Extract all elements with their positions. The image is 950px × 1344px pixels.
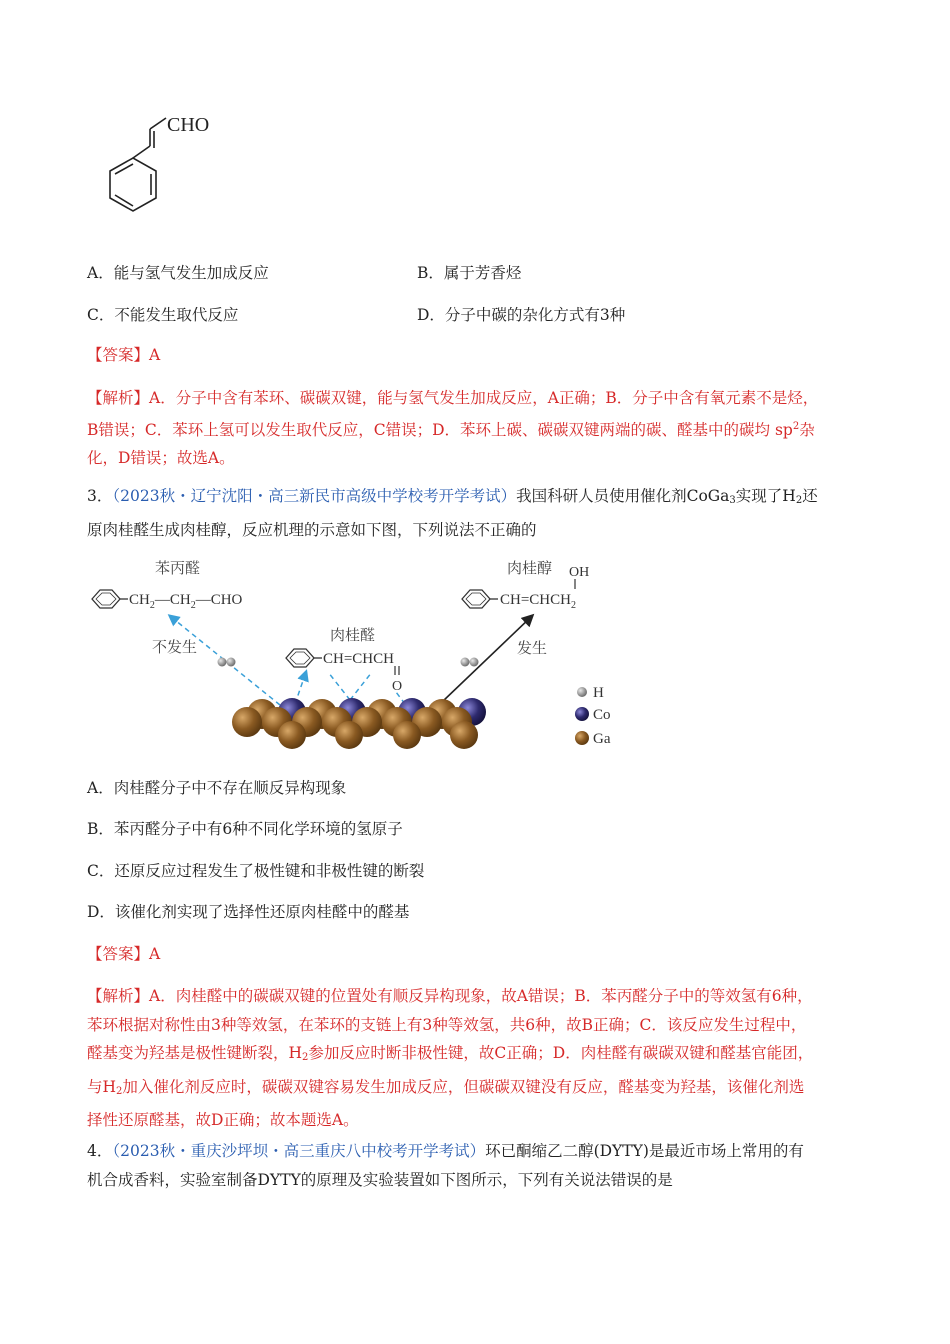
answer-tag: 【答案】: [87, 945, 150, 963]
dashed-arrow: [328, 672, 350, 700]
analysis-line: B错误；C．苯环上氢可以发生取代反应，C错误；D．苯环上碳、碳碳双键两端的碳、醛基中的碳均 $sp^2$杂: [87, 420, 815, 439]
question-source: （2023秋・辽宁沈阳・高三新民市高级中学校考开学考试）: [112, 487, 517, 505]
benzene-icon: [462, 590, 498, 608]
carbonyl-bond: [395, 666, 399, 675]
benzene-icon: [92, 590, 128, 608]
left-molecule-name: 苯丙醛: [155, 559, 201, 577]
legend-h-label: H: [593, 685, 604, 701]
legend: [575, 685, 611, 747]
middle-molecule-formula: CH=CHCH: [323, 651, 394, 667]
q3-option-b: B．苯丙醛分子中有6种不同化学环境的氢原子: [87, 820, 403, 838]
legend-co-label: Co: [593, 707, 611, 723]
hydrogen-molecule-right: [461, 658, 479, 667]
no-reaction-label: 不发生: [152, 638, 198, 656]
q2-option-a: A．能与氢气发生加成反应: [87, 264, 269, 282]
reaction-mechanism-diagram: [80, 552, 640, 752]
catalyst-surface: [232, 698, 486, 749]
question-source: （2023秋・重庆沙坪坝・高三重庆八中校考开学考试）: [112, 1142, 486, 1160]
analysis-line: 化，D错误；故选A。: [87, 449, 235, 467]
reaction-arrow: [442, 616, 532, 702]
answer-value: A: [149, 945, 161, 963]
carbonyl-oxygen: O: [392, 679, 403, 694]
legend-h-swatch: [577, 687, 587, 697]
cho-label: CHO: [167, 114, 210, 136]
answer-tag: 【答案】: [87, 346, 150, 364]
q3-analysis: [87, 982, 867, 1135]
middle-molecule-name: 肉桂醛: [330, 626, 376, 644]
analysis-line: 苯环根据对称性由3种等效氢，在苯环的支链上有3种等效氢，共6种，故B正确；C．该反应发生过程中，: [87, 1015, 807, 1034]
analysis-line: 【解析】A．分子中含有苯环、碳碳双键，能与氢气发生加成反应，A正确；B．分子中含有氧元素不是烃，: [87, 389, 819, 407]
analysis-line: 醛基变为羟基是极性键断裂，$H_2$参加反应时断非极性键，故C正确；D．肉桂醛有碳碳双键和醛基官能团，: [87, 1044, 814, 1063]
right-molecule-name: 肉桂醇: [507, 559, 553, 577]
analysis-line: 【解析】A．肉桂醛中的碳碳双键的位置处有顺反异构现象，故A错误；B．苯丙醛分子中的等效氢有6种，: [87, 987, 813, 1005]
q3-option-c: C．还原反应过程发生了极性键和非极性键的断裂: [87, 862, 425, 880]
analysis-tag: 【解析】: [87, 987, 150, 1005]
q4-stem: 4．（2023秋・重庆沙坪坝・高三重庆八中校考开学考试）环已酮缩乙二醇(DYTY)是最近市场上常用的有 机合成香料，实验室制备DYTY的原理及实验装置如下图所示，下列有关说法错误的是: [87, 1142, 804, 1189]
question-number: 3．: [87, 487, 113, 505]
legend-co-swatch: [575, 707, 589, 721]
q2-option-c: C．不能发生取代反应: [87, 306, 239, 324]
analysis-line: 与$H_2$加入催化剂反应时，碳碳双键容易发生加成反应，但碳碳双键没有反应，醛基变为羟基，该催化剂选: [87, 1077, 805, 1097]
analysis-line: 择性还原醛基，故D正确；故本题选A。: [87, 1111, 359, 1129]
q2-option-d: D．分子中碳的杂化方式有3种: [417, 306, 626, 324]
q3-option-a: A．肉桂醛分子中不存在顺反异构现象: [87, 779, 347, 797]
legend-ga-label: Ga: [593, 731, 611, 747]
q3-answer: [87, 940, 160, 968]
dashed-arrow: [350, 672, 372, 700]
q2-analysis: [87, 384, 867, 473]
legend-ga-swatch: [575, 731, 589, 745]
question-number: 4．: [87, 1142, 113, 1160]
left-molecule-formula: $CH_2—CH_2—CHO$: [129, 592, 243, 611]
answer-value: A: [149, 346, 161, 364]
reaction-label: 发生: [517, 639, 548, 657]
right-molecule-formula: $CH=CHCH_2$: [500, 592, 576, 611]
cinnamaldehyde-structure: [80, 108, 240, 243]
q3-option-d: D．该催化剂实现了选择性还原肉桂醛中的醛基: [87, 903, 410, 921]
benzene-icon: [286, 649, 322, 667]
analysis-tag: 【解析】: [87, 389, 150, 407]
hydroxyl-label: OH: [569, 565, 590, 580]
q3-stem: 3．（2023秋・辽宁沈阳・高三新民市高级中学校考开学考试）我国科研人员使用催化剂CoGa$_3$实现了$H_2$还 原肉桂醛生成肉桂醇，反应机理的示意如下图，下列说法不正确的: [87, 487, 818, 539]
q2-option-b: B．属于芳香烃: [417, 264, 522, 282]
q2-answer: [87, 341, 160, 369]
hydrogen-molecule-left: [218, 658, 236, 667]
